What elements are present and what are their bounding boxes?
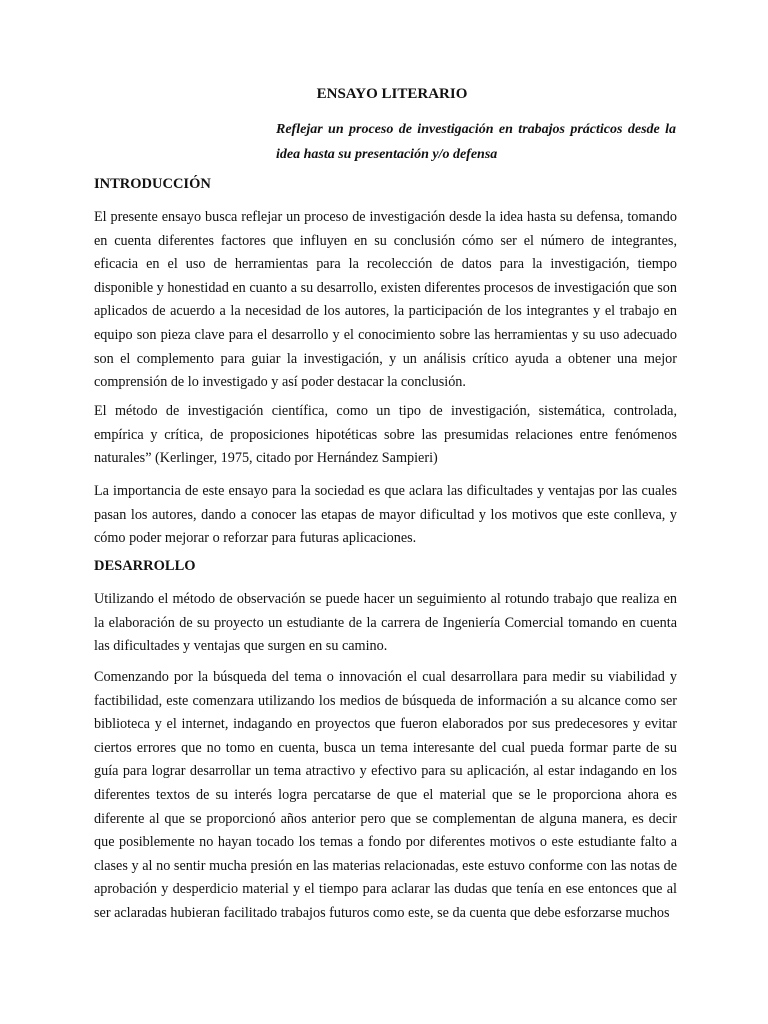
- intro-paragraph-3: La importancia de este ensayo para la sociedad es que aclara las dificultades y ventajas por las cuales pasan los autores, dando a conocer las etapas de mayor dificultad y los motivos que este conlleva, y cómo poder mejorar o reforzar para futuras aplicaciones.: [94, 483, 677, 547]
- development-paragraph-1: Utilizando el método de observación se puede hacer un seguimiento al rotundo trabajo que realiza en la elaboración de su proyecto un estudiante de la carrera de Ingeniería Comercial tomando en cuenta las dificultades y ventajas que surgen en su camino.: [94, 591, 677, 655]
- document-title: ENSAYO LITERARIO: [316, 86, 468, 102]
- development-heading: DESARROLLO: [94, 558, 196, 574]
- intro-paragraph-2: El método de investigación científica, como un tipo de investigación, sistemática, controlada, empírica y crítica, de proposiciones hipotéticas sobre las presumidas relaciones entre fenómenos naturales” (Kerlinger, 1975, citado por Hernández Sampieri): [94, 403, 677, 467]
- development-paragraph-2: Comenzando por la búsqueda del tema o innovación el cual desarrollara para medir su viabilidad y factibilidad, este comenzara utilizando los medios de búsqueda de información a su alcance como ser biblioteca y el internet, indagando en proyectos que fueron elaborados por sus predecesores y evitar ciertos errores que no tomo en cuenta, busca un tema interesante del cual pueda formar parte de su guía para lograr desarrollar un tema atractivo y efectivo para su aplicación, al estar indagando en los diferentes textos de su interés logra percatarse de que el material que se le proporciona ahora es diferente al que se proporcionó años anterior pero que se complementan de alguna manera, es decir que posiblemente no hayan tocado los temas a fondo por diferentes motivos o este estudiante falto a clases y al no sentir mucha presión en las materias relacionadas, este estuvo conforme con las notas de aprobación y desperdicio material y el tiempo para aclarar las dudas que tenía en ese entonces que al ser aclaradas hubieran facilitado trabajos futuros como este, se da cuenta que debe esforzarse muchos: [94, 669, 677, 921]
- intro-heading: INTRODUCCIÓN: [94, 176, 211, 192]
- intro-paragraph-1: El presente ensayo busca reflejar un proceso de investigación desde la idea hasta su defensa, tomando en cuenta diferentes factores que influyen en su conclusión cómo ser el número de integrantes, eficacia en el uso de herramientas para la recolección de datos para la investigación, tiempo disponible y honestidad en cuanto a su desarrollo, existen diferentes procesos de investigación que son aplicados de acuerdo a la necesidad de los autores, la participación de los integrantes y el trabajo en equipo son pieza clave para el desarrollo y el conocimiento sobre las herramientas y su uso adecuado son el complemento para guiar la investigación, y un análisis crítico ayuda a obtener una mejor comprensión de lo investigado y así poder destacar la conclusión.: [94, 209, 677, 391]
- document-subtitle: Reflejar un proceso de investigación en trabajos prácticos desde la idea hasta su presentación y/o defensa: [276, 122, 676, 162]
